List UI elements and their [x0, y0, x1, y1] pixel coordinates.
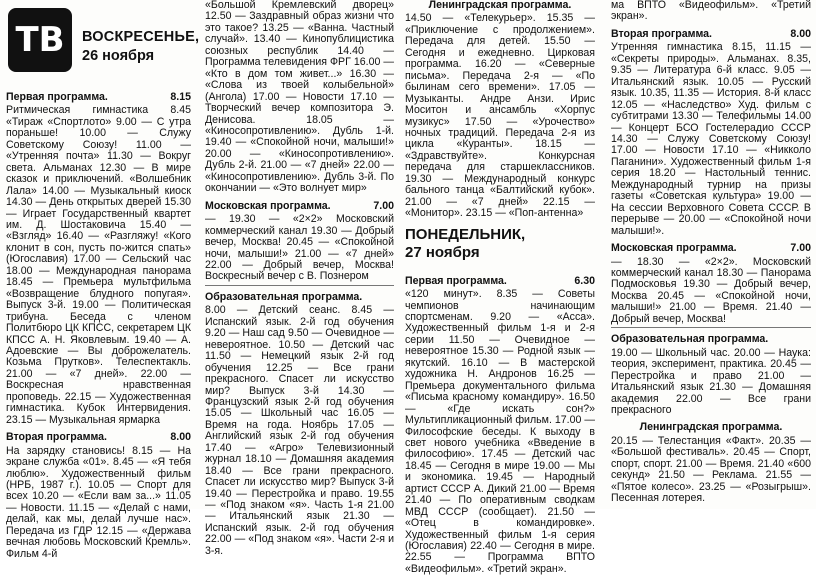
column-2 — [205, 0, 394, 557]
schedule-listing: 20.15 — Телестанция «Факт». 20.35 — «Большой фестиваль». 20.45 — Спорт, спорт, спорт. 21.00 — Время. 21.40 «600 секунд» 21.50 — Реклама. 21.55 — «Пятое колесо». 23.25 — «Розыгрыш». Песенная лотерея. — [611, 434, 811, 505]
program-name: Образовательная программа. — [611, 333, 769, 346]
program-name: Ленинградская программа. — [428, 0, 572, 11]
program-name: Ленинградская программа. — [639, 421, 783, 434]
schedule-listing: Ритмическая гимнастика 8.45 «Тираж «Спортлото» 9.00 — С утра пораньше! 10.00 — Служу Советскому Союзу! 11.00 — «Утренняя почта» 11.30 — Вокруг света. Альманах 12.30 — В мире сказок и приключений. «Волшебник Лала» 14.00 — Музыкальный киоск 14.30 — День открытых дверей 15.30 — Играет Государственный квартет им. Д. Шостаковича 15.40 — «Взгляд» 16.40 — «Разгляжу! «Кого клонит в сон, пусть по-жится спать» (Югославия) 17.00 — Сельский час 18.00 — Международная панорама 18.45 — Премьера мультфильма «Возвращение блудного попугая». Выпуск 3-й. 19.00 — Политическая трибуна. Беседа с членом Политбюро ЦК КПСС, секретарем ЦК КПСС А. Н. Яковлевым. 19.40 — А. Адоевские — Вы доброжелатель. Козьма Прутков». Телеспектакль. 21.00 — «7 дней». 22.00 — Воскресная нравственная проповедь. 22.15 — Художественная гимнастика. Кубок Интервидения. 23.15 — Музыкальная ярмарка — [6, 104, 191, 426]
program-heading — [6, 92, 191, 103]
column-4 — [611, 0, 811, 505]
schedule-listing: ма ВПТО «Видеофильм». «Третий экран». — [611, 0, 811, 23]
schedule-listing: 19.00 — Школьный час. 20.00 — Наука: теория, эксперимент, практика. 20.45 — Перестройка и право 21.00 — Итальянский язык 21.30 — Домашняя академия 22.00 — Все грани прекрасного — [611, 346, 811, 416]
schedule-listing: На зарядку становись! 8.15 — На экране служба «01». 8.45 — «Я тебя люблю». Художественный фильм (НРБ, 1987 г.). 10.05 — Спорт для всех 10.20 — «Если вам за...» 11.05 — Новости. 11.15 — «Делай с нами, делай, как мы, делай лучше нас». Передача из ГДР 12.15 — «Держава вечная любовь Московский Кремль». Фильм 4-й — [6, 444, 191, 560]
program-heading — [611, 243, 811, 254]
program-heading — [205, 292, 394, 303]
program-heading — [205, 201, 394, 212]
tv-logo: ТВ — [8, 8, 72, 72]
program-start-time: 8.00 — [170, 431, 191, 444]
schedule-listing: — 19.30 — «2×2» Московский коммерческий канал 19.30 — Добрый вечер, Москва! 20.45 — «Спокойной ночи, малыши!» 21.00 — «7 дней» 22.00 — Добрый вечер, Москва! Воскресный вечер с В. Познером — [205, 213, 394, 283]
schedule-listing: 14.50 — «Телекурьер». 15.35 — «Приключение с продолжением». Передача для детей. 15.50 — Сегодня и ежедневно. Цирковая программа. 16.20 — «Северные письма». Передача 2-я — «По былинам сего времени». 17.05 — Музыканты. Андре Анзи. Ирис Моситон и ансамбль «Хорпус музикус» 17.50 — «Урочество» ночных традиций. Передача 2-я из цикла «Куранты». 18.15 — «Здравствуйте». Конкурсная передача для старшеклассников. 19.30 — Международный конкурс бального танца «Балтийский кубок». 21.00 — «7 дней» 22.15 — «Монитор». 23.15 — «Поп-антенна» — [405, 12, 595, 220]
program-start-time: 8.00 — [790, 27, 811, 40]
schedule-listing: Утренняя гимнастика 8.15, 11.15 — «Секреты природы». Альманах. 8.35, 9.35 — Литература 6-й класс. 9.05 — Итальянский язык. 10.05 — Русский язык. 10.35, 11.35 — История. 8-й класс 12.05 — «Наследство» Худ. фильм с субтитрами 13.30 — Телефильмы 14.00 — Концерт БСО Гостелерадио СССР 14.30 — Служу Советскому Союзу! 17.00 — Новости 17.10 — «Никколо Паганини». Художественный фильм 1-я серия 18.20 — Настольный теннис. Международный турнир на призы газеты «Советская культура» 19.00 — На сессии Верховного Совета СССР. В перерыве — 20.00 — «Спокойной ночи малыши!». — [611, 41, 811, 237]
program-name: Первая программа. — [405, 274, 507, 287]
schedule-listing: — 18.30 — «2×2». Московский коммерческий канал 18.30 — Панорама Подмосковья 19.30 — Добрый вечер, Москва 20.45 — «Спокойной ночи, малыши!» 21.00 — Время. 21.40 — Добрый вечер, Москва! — [611, 255, 811, 325]
program-heading — [611, 334, 811, 345]
day-title: ВОСКРЕСЕНЬЕ, — [82, 29, 200, 45]
program-heading — [405, 276, 595, 287]
program-start-time: 8.15 — [170, 91, 191, 103]
section-divider — [611, 327, 811, 328]
program-name: Первая программа. — [6, 91, 108, 103]
program-heading — [6, 432, 191, 443]
program-start-time: 7.00 — [790, 242, 811, 255]
schedule-listing: «Большой Кремлевский дворец» 12.50 — Заздравный образ жизни что это такое? 13.25 — «Ванна. Частный случай». 13.40 — Кинопублицистика союзных республик 14.40 — Программа телевидения ФРГ 16.00 — «Кто в дом том живет...» 16.30 — «Слова из твоей колыбельной» (Ангола) 17.00 — Новости 17.10 — Творческий вечер композитора Э. Денисова. 18.05 — «Киносопротивлению». Дубль 1-й. 19.40 — «Спокойной ночи, малыши!» 20.00 — «Киносопротивлению». Дубль 2-й. 21.00 — «7 дней» 22.00 — «Киносопротивлению». Дубль 3-й. По окончании — «Это волнует мир» — [205, 0, 394, 195]
program-name: Московская программа. — [205, 199, 331, 212]
program-heading — [405, 0, 595, 11]
program-name: Образовательная программа. — [205, 290, 363, 303]
program-start-time: 6.30 — [574, 274, 595, 287]
day-heading-date: 27 ноября — [405, 243, 480, 261]
day-heading-weekday: ПОНЕДЕЛЬНИК, — [405, 225, 526, 243]
schedule-listing: 8.00 — Детский сеанс. 8.45 — Испанский язык. 2-й год обучения 9.20 — Наш сад 9.50 — Очевидное — невероятное. 10.50 — Детский час 11.50 — Немецкий язык 2-й год обучения 12.25 — Все грани прекрасного. Спасет ли искусство мир? Выпуск 3-й 14.30 — Французский язык 2-й год обучения 15.05 — Школьный час 16.05 — Время на года. Ноябрь 17.05 — Английский язык 2-й год обучения 17.40 — «Агро» Телевизионный журнал 18.10 — Домашняя академия 18.40 — Все грани прекрасного. Спасет ли искусство мир? Выпуск 3-й 19.40 — Перестройка и право. 19.55 — «Под знаком «я». Часть 1-я 21.00 — Итальянский язык 21.30 — Испанский язык. 2-й год обучения 22.00 — «Под знаком «я». Части 2-я и 3-я. — [205, 304, 394, 557]
program-start-time: 7.00 — [373, 199, 394, 212]
day-header — [82, 28, 200, 66]
program-heading — [611, 422, 811, 433]
day-heading — [405, 226, 595, 262]
section-divider — [205, 285, 394, 286]
column-1 — [6, 92, 191, 560]
program-name: Вторая программа. — [6, 431, 108, 444]
program-name: Вторая программа. — [611, 27, 713, 40]
program-name: Московская программа. — [611, 242, 737, 255]
program-heading — [611, 29, 811, 40]
schedule-listing: «120 минут». 8.35 — Советы чемпионов начинающим спортсменам. 9.20 — «Асса». Художественный фильм 1-я и 2-я серии 11.50 — Очевидное — невероятное 15.30 — Родной язык — якутский. 16.10 — В мастерской художника Н. Андронов 16.25 — Премьера документального фильма «Письма красному командиру». 16.50 — «Где искать сон?» Мультипликационный фильм. 17.00 — Философские беседы. К выходу в свет нового учебника «Введение в философию». 17.45 — Детский час 18.45 — Сегодня в мире 19.00 — Мы и экономика. 19.45 — Народный артист СССР А. Дикий 21.00 — Время 21.40 — По оперативным сводкам МВД СССР (сообщает). 21.50 — «Отец в командировке». Художественный фильм 1-я серия (Югославия) 22.40 — Сегодня в мире. 22.55 — Программа ВПТО «Видеофильм». «Третий экран». — [405, 288, 595, 575]
column-3 — [405, 0, 595, 575]
day-date: 26 ноября — [82, 48, 155, 64]
